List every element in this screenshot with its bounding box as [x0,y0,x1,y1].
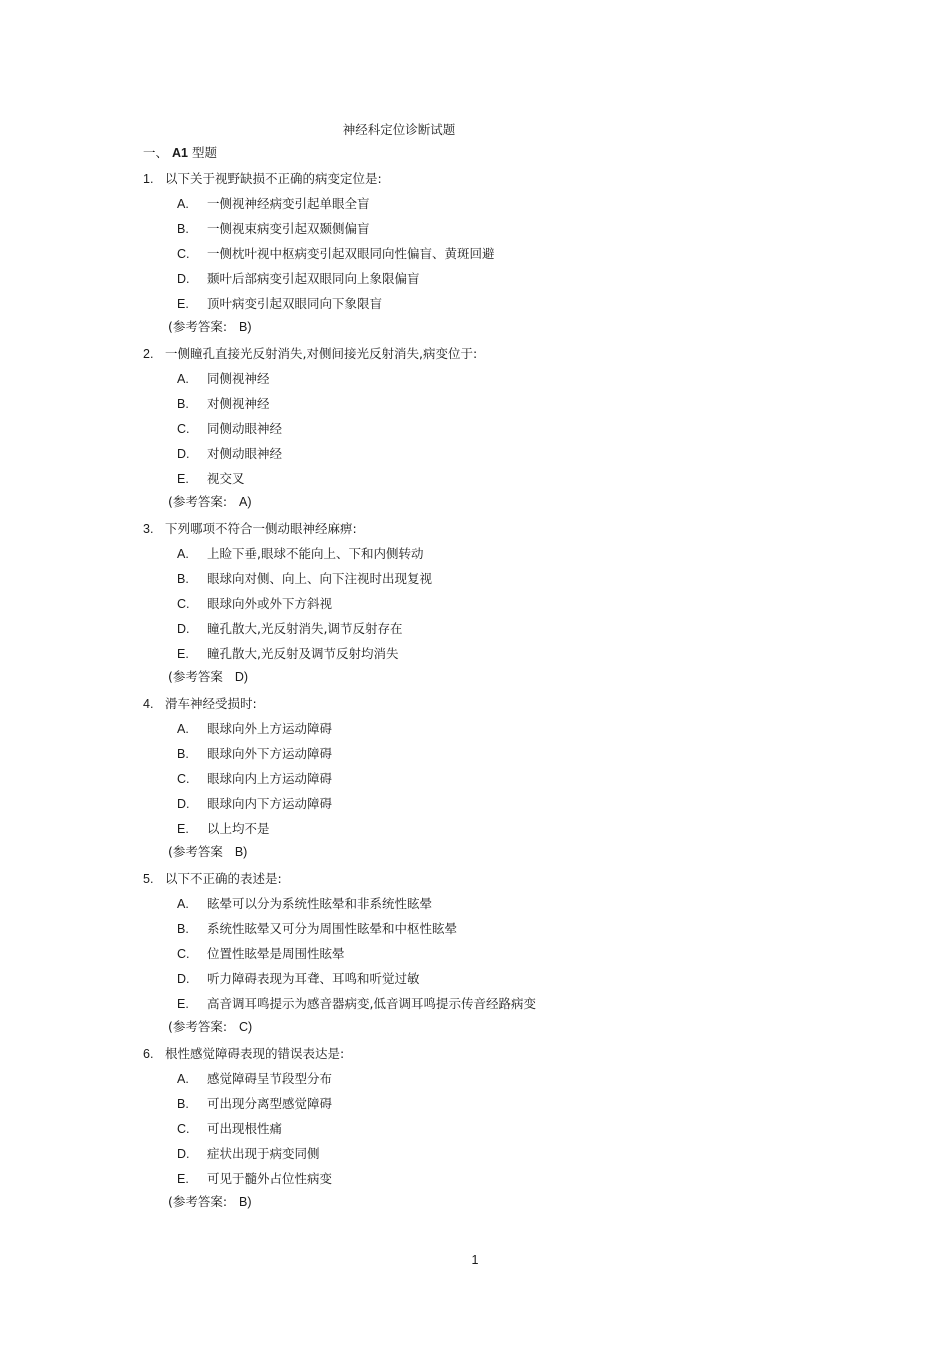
question-number: 5. [143,872,154,886]
question-item [143,696,703,871]
answer-value: B) [239,1195,252,1209]
section-code: A1 [172,146,188,160]
option-e [177,296,495,321]
option-text: 以上均不是 [207,821,270,836]
question-text: 下列哪项不符合一侧动眼神经麻痹: [165,521,357,536]
option-letter: E. [177,297,189,311]
option-letter: A. [177,197,189,211]
option-text: 眼球向内下方运动障碍 [207,796,333,811]
option-text: 上睑下垂,眼球不能向上、下和内侧转动 [207,546,424,561]
question-item [143,171,703,346]
option-text: 眼球向对侧、向上、向下注视时出现复视 [207,571,433,586]
option-b [177,396,282,421]
question-stem [143,1046,344,1062]
answer-label: (参考答案: [168,319,228,334]
option-letter: C. [177,247,190,261]
option-text: 眼球向外或外下方斜视 [207,596,333,611]
option-c [177,771,332,796]
option-letter: B. [177,397,189,411]
option-text: 高音调耳鸣提示为感音器病变,低音调耳鸣提示传音经路病变 [207,996,536,1011]
option-letter: C. [177,1122,190,1136]
option-c [177,246,495,271]
option-d [177,796,332,821]
option-text: 症状出现于病变同侧 [207,1146,320,1161]
option-list [177,721,332,846]
option-b [177,921,536,946]
option-letter: D. [177,447,190,461]
option-a [177,546,432,571]
section-prefix: 一、 [143,145,169,160]
option-c [177,596,432,621]
question-text: 一侧瞳孔直接光反射消失,对侧间接光反射消失,病变位于: [165,346,478,361]
option-b [177,221,495,246]
option-text: 系统性眩晕又可分为周围性眩晕和中枢性眩晕 [207,921,458,936]
option-text: 瞳孔散大,光反射及调节反射均消失 [207,646,399,661]
question-number: 2. [143,347,154,361]
question-text: 滑车神经受损时: [165,696,257,711]
page-number: 1 [471,1253,479,1267]
option-letter: E. [177,822,189,836]
document-title: 神经科定位诊断试题 [342,122,456,137]
option-text: 一侧视神经病变引起单眼全盲 [207,196,370,211]
question-number: 6. [143,1047,154,1061]
question-stem [143,871,282,887]
option-list [177,196,495,321]
answer-label: (参考答案: [168,1019,228,1034]
option-text: 眼球向外上方运动障碍 [207,721,333,736]
answer-value: C) [239,1020,253,1034]
option-letter: C. [177,772,190,786]
option-text: 可出现根性痛 [207,1121,283,1136]
option-text: 一侧枕叶视中枢病变引起双眼同向性偏盲、黄斑回避 [207,246,495,261]
option-text: 瞳孔散大,光反射消失,调节反射存在 [207,621,403,636]
option-c [177,1121,332,1146]
option-text: 感觉障碍呈节段型分布 [207,1071,333,1086]
option-letter: B. [177,747,189,761]
option-letter: E. [177,647,189,661]
question-stem [143,696,257,712]
option-text: 眼球向外下方运动障碍 [207,746,333,761]
reference-answer [168,1194,252,1210]
answer-label: (参考答案: [168,494,228,509]
answer-value: A) [239,495,252,509]
reference-answer [168,844,247,860]
option-text: 可出现分离型感觉障碍 [207,1096,333,1111]
question-number: 4. [143,697,154,711]
option-letter: A. [177,372,189,386]
option-letter: E. [177,1172,189,1186]
option-a [177,896,536,921]
question-list [143,171,703,1221]
option-text: 一侧视束病变引起双颞侧偏盲 [207,221,370,236]
option-a [177,1071,332,1096]
answer-value: D) [234,670,249,684]
option-text: 视交叉 [207,471,245,486]
option-text: 可见于髓外占位性病变 [207,1171,333,1186]
option-a [177,196,495,221]
option-letter: C. [177,422,190,436]
section-heading [143,145,217,161]
section-suffix: 型题 [191,145,217,160]
option-text: 对侧视神经 [207,396,270,411]
option-letter: B. [177,572,189,586]
option-list [177,546,432,671]
question-number: 3. [143,522,154,536]
answer-label: (参考答案: [168,1194,228,1209]
option-c [177,946,536,971]
option-text: 听力障碍表现为耳聋、耳鸣和听觉过敏 [207,971,420,986]
question-stem [143,171,382,187]
option-d [177,271,495,296]
question-item [143,346,703,521]
option-letter: D. [177,1147,190,1161]
option-text: 位置性眩晕是周围性眩晕 [207,946,345,961]
option-d [177,971,536,996]
option-d [177,1146,332,1171]
option-list [177,371,282,496]
question-text: 以下不正确的表述是: [165,871,282,886]
option-letter: C. [177,947,190,961]
question-item [143,871,703,1046]
option-b [177,746,332,771]
option-a [177,371,282,396]
option-letter: D. [177,972,190,986]
option-text: 顶叶病变引起双眼同向下象限盲 [207,296,383,311]
option-letter: B. [177,1097,189,1111]
option-d [177,446,282,471]
option-text: 对侧动眼神经 [207,446,283,461]
option-letter: D. [177,272,190,286]
option-letter: C. [177,597,190,611]
option-text: 同侧视神经 [207,371,270,386]
option-e [177,1171,332,1196]
option-list [177,896,536,1021]
reference-answer [168,319,252,335]
option-e [177,471,282,496]
option-c [177,421,282,446]
option-e [177,646,432,671]
answer-value: B) [239,320,252,334]
option-letter: A. [177,722,189,736]
option-e [177,821,332,846]
option-list [177,1071,332,1196]
option-letter: A. [177,1072,189,1086]
option-letter: E. [177,472,189,486]
reference-answer [168,1019,252,1035]
answer-label: (参考答案 [168,669,223,684]
option-text: 颞叶后部病变引起双眼同向上象限偏盲 [207,271,420,286]
question-text: 以下关于视野缺损不正确的病变定位是: [165,171,382,186]
question-item [143,1046,703,1221]
question-stem [143,521,357,537]
option-a [177,721,332,746]
answer-label: (参考答案 [168,844,223,859]
option-text: 眩晕可以分为系统性眩晕和非系统性眩晕 [207,896,433,911]
reference-answer [168,669,248,685]
option-letter: E. [177,997,189,1011]
option-b [177,1096,332,1121]
option-letter: A. [177,547,189,561]
option-text: 同侧动眼神经 [207,421,283,436]
question-number: 1. [143,172,154,186]
option-letter: D. [177,797,190,811]
option-letter: D. [177,622,190,636]
option-b [177,571,432,596]
answer-value: B) [234,845,248,859]
option-text: 眼球向内上方运动障碍 [207,771,333,786]
option-letter: B. [177,922,189,936]
question-stem [143,346,477,362]
reference-answer [168,494,252,510]
option-e [177,996,536,1021]
question-text: 根性感觉障碍表现的错误表达是: [165,1046,345,1061]
option-letter: B. [177,222,189,236]
option-letter: A. [177,897,189,911]
option-d [177,621,432,646]
question-item [143,521,703,696]
